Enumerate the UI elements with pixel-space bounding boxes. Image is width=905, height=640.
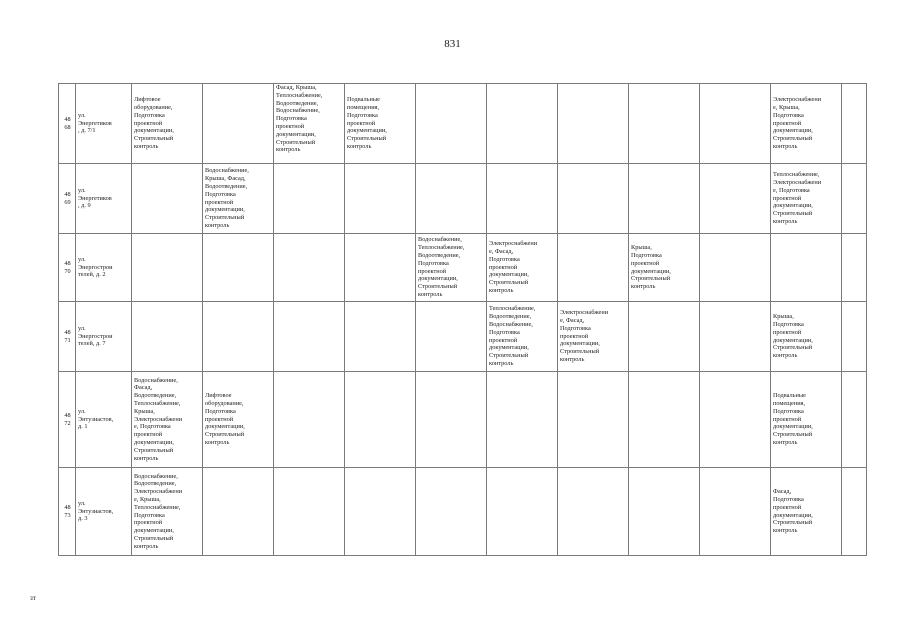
- work-cell: [203, 164, 274, 234]
- work-cell: [842, 234, 867, 302]
- work-cell: [700, 164, 771, 234]
- work-cell: [771, 234, 842, 302]
- work-cell: [416, 372, 487, 468]
- work-cell: [629, 468, 700, 556]
- work-description: Водоснабжение, Крыша, Фасад, Водоотведение, Подготовка проектной документации, Строительный контроль: [205, 167, 249, 229]
- work-description: Фасад, Крыша, Теплоснабжение, Водоотведение, Водоснабжение, Подготовка проектной документации, Строительный контроль: [276, 84, 323, 154]
- work-cell: [558, 468, 629, 556]
- work-cell: [416, 164, 487, 234]
- work-description: Подвальные помещения, Подготовка проектной документации, Строительный контроль: [347, 96, 387, 150]
- page-number: 831: [444, 38, 461, 50]
- work-cell: [203, 234, 274, 302]
- work-description: Фасад, Подготовка проектной документации, Строительный контроль: [773, 488, 813, 535]
- work-cell: [416, 302, 487, 372]
- table-row: [59, 84, 867, 164]
- work-cell: [558, 234, 629, 302]
- address-text: ул. Энтузиастов, д. 3: [78, 499, 114, 523]
- work-cell: [132, 234, 203, 302]
- work-cell: [416, 234, 487, 302]
- work-description: Электроснабжени е, Фасад, Подготовка проектной документации, Строительный контроль: [560, 309, 609, 363]
- work-cell: [203, 302, 274, 372]
- work-cell: [487, 372, 558, 468]
- row-number-cell: [59, 468, 76, 556]
- work-cell: [629, 372, 700, 468]
- work-description: Лифтовое оборудование, Подготовка проектной документации, Строительный контроль: [205, 392, 245, 446]
- work-cell: [700, 302, 771, 372]
- work-description: Крыша, Подготовка проектной документации, Строительный контроль: [631, 244, 671, 291]
- work-cell: [274, 468, 345, 556]
- work-cell: [700, 84, 771, 164]
- work-cell: [771, 302, 842, 372]
- work-cell: [132, 372, 203, 468]
- work-description: Подвальные помещения, Подготовка проектной документации, Строительный контроль: [773, 392, 813, 446]
- row-number-cell: [59, 234, 76, 302]
- work-cell: [487, 302, 558, 372]
- address-cell: [76, 372, 132, 468]
- work-cell: [771, 372, 842, 468]
- table-row: [59, 468, 867, 556]
- work-cell: [345, 234, 416, 302]
- work-description: Теплоснабжение, Водоотведение, Водоснабжение, Подготовка проектной документации, Строительный контроль: [489, 305, 536, 367]
- row-number: 48 73: [64, 503, 71, 519]
- work-cell: [487, 164, 558, 234]
- footer-mark: зт: [30, 594, 36, 602]
- address-text: ул. Энтузиастов, д. 1: [78, 407, 114, 431]
- work-description: Теплоснабжение, Электроснабжени е, Подготовка проектной документации, Строительный контроль: [773, 171, 822, 225]
- address-cell: [76, 302, 132, 372]
- work-cell: [132, 302, 203, 372]
- table-row: [59, 164, 867, 234]
- work-schedule-table: [58, 83, 867, 556]
- work-cell: [842, 468, 867, 556]
- work-cell: [558, 164, 629, 234]
- row-number: 48 68: [64, 115, 71, 131]
- work-cell: [558, 302, 629, 372]
- address-text: ул. Энергетиков , д. 7/1: [78, 111, 112, 135]
- work-cell: [771, 164, 842, 234]
- address-cell: [76, 164, 132, 234]
- row-number-cell: [59, 372, 76, 468]
- work-cell: [487, 234, 558, 302]
- work-cell: [558, 84, 629, 164]
- row-number-cell: [59, 302, 76, 372]
- work-cell: [132, 468, 203, 556]
- address-cell: [76, 468, 132, 556]
- work-cell: [700, 372, 771, 468]
- row-number: 48 70: [64, 259, 71, 275]
- work-cell: [842, 372, 867, 468]
- work-cell: [345, 372, 416, 468]
- table-row: [59, 302, 867, 372]
- address-text: ул. Энергострои телей, д. 2: [78, 255, 113, 279]
- work-cell: [771, 84, 842, 164]
- work-cell: [416, 84, 487, 164]
- work-cell: [274, 164, 345, 234]
- work-cell: [842, 84, 867, 164]
- work-cell: [345, 164, 416, 234]
- address-cell: [76, 234, 132, 302]
- work-cell: [771, 468, 842, 556]
- work-cell: [700, 468, 771, 556]
- work-cell: [558, 372, 629, 468]
- work-cell: [345, 468, 416, 556]
- row-number-cell: [59, 84, 76, 164]
- work-description: Водоснабжение, Водоотведение, Электроснабжени е, Крыша, Теплоснабжение, Подготовка проектной документации, Строительный контроль: [134, 472, 183, 550]
- work-cell: [345, 302, 416, 372]
- work-cell: [132, 84, 203, 164]
- work-cell: [700, 234, 771, 302]
- row-number-cell: [59, 164, 76, 234]
- work-cell: [203, 372, 274, 468]
- work-description: Электроснабжени е, Крыша, Подготовка проектной документации, Строительный контроль: [773, 96, 822, 150]
- table-row: [59, 234, 867, 302]
- work-cell: [203, 468, 274, 556]
- work-cell: [345, 84, 416, 164]
- row-number: 48 71: [64, 328, 71, 344]
- work-cell: [203, 84, 274, 164]
- work-cell: [629, 84, 700, 164]
- work-cell: [132, 164, 203, 234]
- row-number: 48 72: [64, 411, 71, 427]
- work-cell: [416, 468, 487, 556]
- address-text: ул. Энергострои телей, д. 7: [78, 324, 113, 348]
- work-cell: [842, 164, 867, 234]
- row-number: 48 69: [64, 190, 71, 206]
- work-description: Водоснабжение, Фасад, Водоотведение, Теплоснабжение, Крыша, Электроснабжени е, Подготовка проектной документации, Строительный контроль: [134, 376, 183, 462]
- address-text: ул. Энергетиков , д. 9: [78, 186, 112, 210]
- work-cell: [629, 234, 700, 302]
- work-cell: [274, 234, 345, 302]
- work-description: Электроснабжени е, Фасад, Подготовка проектной документации, Строительный контроль: [489, 240, 538, 294]
- work-description: Водоснабжение, Теплоснабжение, Водоотведение, Подготовка проектной документации, Строительный контроль: [418, 236, 465, 298]
- work-cell: [274, 84, 345, 164]
- work-cell: [842, 302, 867, 372]
- work-cell: [487, 84, 558, 164]
- work-description: Лифтовое оборудование, Подготовка проектной документации, Строительный контроль: [134, 96, 174, 150]
- table-row: [59, 372, 867, 468]
- work-cell: [274, 302, 345, 372]
- work-cell: [274, 372, 345, 468]
- work-cell: [487, 468, 558, 556]
- work-cell: [629, 302, 700, 372]
- work-description: Крыша, Подготовка проектной документации, Строительный контроль: [773, 313, 813, 360]
- work-cell: [629, 164, 700, 234]
- address-cell: [76, 84, 132, 164]
